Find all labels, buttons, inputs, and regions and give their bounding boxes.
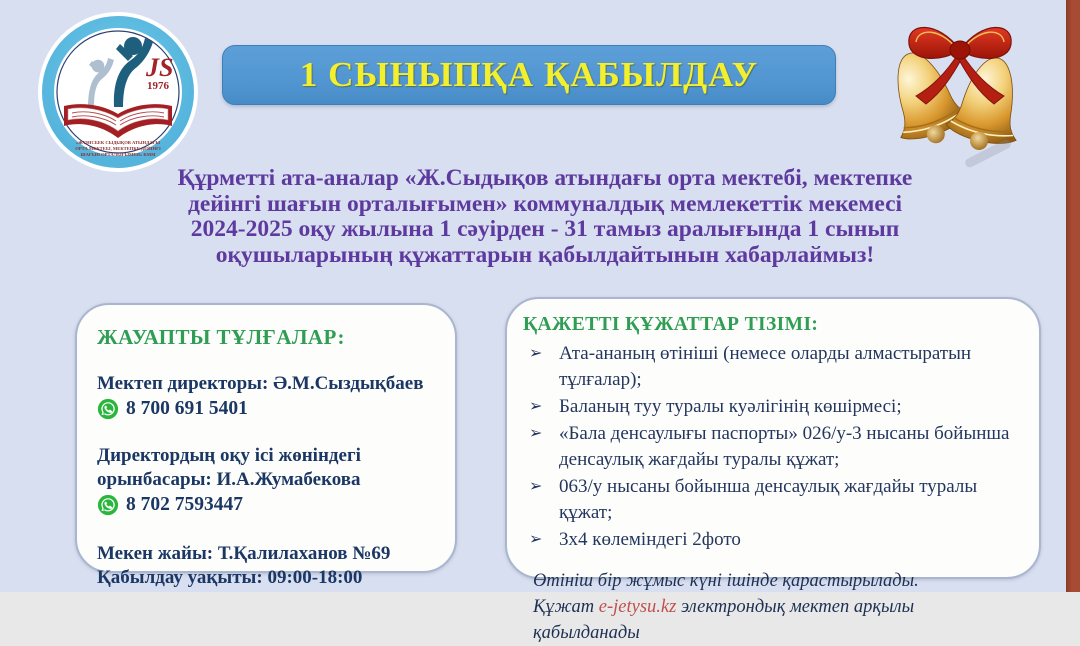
logo-year: 1976 (147, 80, 169, 92)
note-line2-suffix: электрондық мектеп арқылы қабылданады (533, 597, 915, 643)
arrow-bullet-icon: ➢ (529, 478, 543, 495)
logo-caption-line2: ОРТА МЕКТЕБІ, МЕКТЕПКЕ ДЕЙІНГІ (75, 146, 161, 151)
deputy-phone: 8 702 7593447 (126, 494, 243, 515)
required-documents-title: ҚАЖЕТТІ ҚҰЖАТТАР ТІЗІМІ: (523, 314, 819, 335)
deputy-phone-row (97, 494, 443, 516)
title-banner (222, 45, 836, 105)
responsible-persons-title: ЖАУАПТЫ ТҰЛҒАЛАР: (97, 325, 345, 349)
arrow-bullet-icon: ➢ (529, 398, 543, 415)
intro-line: 2024-2025 оқу жылына 1 сәуірден - 31 тамыз аралығында 1 сынып (190, 216, 900, 242)
intro-line: дейінгі шағын орталығымен» коммуналдық мемлекеттік мекемесі (187, 190, 903, 217)
page-title: 1 СЫНЫПҚА ҚАБЫЛДАУ (299, 55, 759, 94)
page-edge-strip (1066, 0, 1080, 592)
bells-icon (872, 0, 1052, 170)
whatsapp-icon (97, 494, 119, 516)
arrow-bullet-icon: ➢ (529, 345, 543, 362)
e-jetysu-link[interactable]: e-jetysu.kz (598, 597, 677, 617)
school-logo-icon (36, 10, 200, 174)
director-phone-row (97, 398, 443, 420)
list-item-text: 063/у нысаны бойынша денсаулық жағдайы туралы құжат; (559, 476, 978, 523)
note-block (523, 568, 1025, 646)
director-phone: 8 700 691 5401 (126, 398, 248, 419)
list-item (523, 341, 1025, 393)
director-line: Мектеп директоры: Ә.М.Сыздықбаев (97, 373, 424, 394)
school-logo (36, 10, 200, 174)
arrow-bullet-icon: ➢ (529, 425, 543, 442)
whatsapp-icon (97, 398, 119, 420)
responsible-persons-card (75, 303, 457, 588)
note-line1: Өтініш бір жұмыс күні ішінде қарастырылады. (533, 571, 919, 591)
list-item-text: 3х4 көлеміндегі 2фото (559, 529, 741, 550)
list-item (523, 421, 1025, 473)
required-documents-card (505, 297, 1041, 643)
bells-decoration (872, 0, 1052, 170)
list-item-text: Ата-ананың өтініші (немесе оларды алмастыратын тұлғалар); (559, 343, 972, 390)
note-line2-prefix: Құжат (533, 597, 599, 617)
hours-line: Қабылдау уақыты: 09:00-18:00 (97, 567, 363, 588)
arrow-bullet-icon: ➢ (529, 531, 543, 548)
list-item (523, 394, 1025, 420)
intro-line: Құрметті ата-аналар «Ж.Сыдықов атындағы орта мектебі, мектепке (177, 165, 913, 191)
intro-paragraph (135, 166, 955, 268)
list-item-text: «Бала денсаулығы паспорты» 026/у-3 нысаны бойынша денсаулық жағдайы туралы құжат; (559, 423, 1010, 470)
address-line: Мекен жайы: Т.Қалилаханов №69 (97, 543, 391, 564)
list-item (523, 527, 1025, 553)
list-item-text: Баланың туу туралы куәлігінің көшірмесі; (559, 396, 902, 417)
list-item (523, 474, 1025, 526)
note-line2 (533, 594, 1025, 646)
documents-list (523, 341, 1025, 553)
intro-line: оқушыларының құжаттарын қабылдайтынын хабарлаймыз! (215, 241, 875, 268)
logo-monogram: JS (146, 53, 174, 82)
logo-caption-line1: «ЖҮНІСБЕК СЫДЫҚОВ АТЫНДАҒЫ (75, 140, 161, 145)
deputy-line: Директордың оқу ісі жөніндегі орынбасары: И.А.Жумабекова (97, 445, 361, 490)
logo-caption-line3: ШАҒЫН ОРТАЛЫҒЫМЕН» КММ (80, 152, 156, 157)
